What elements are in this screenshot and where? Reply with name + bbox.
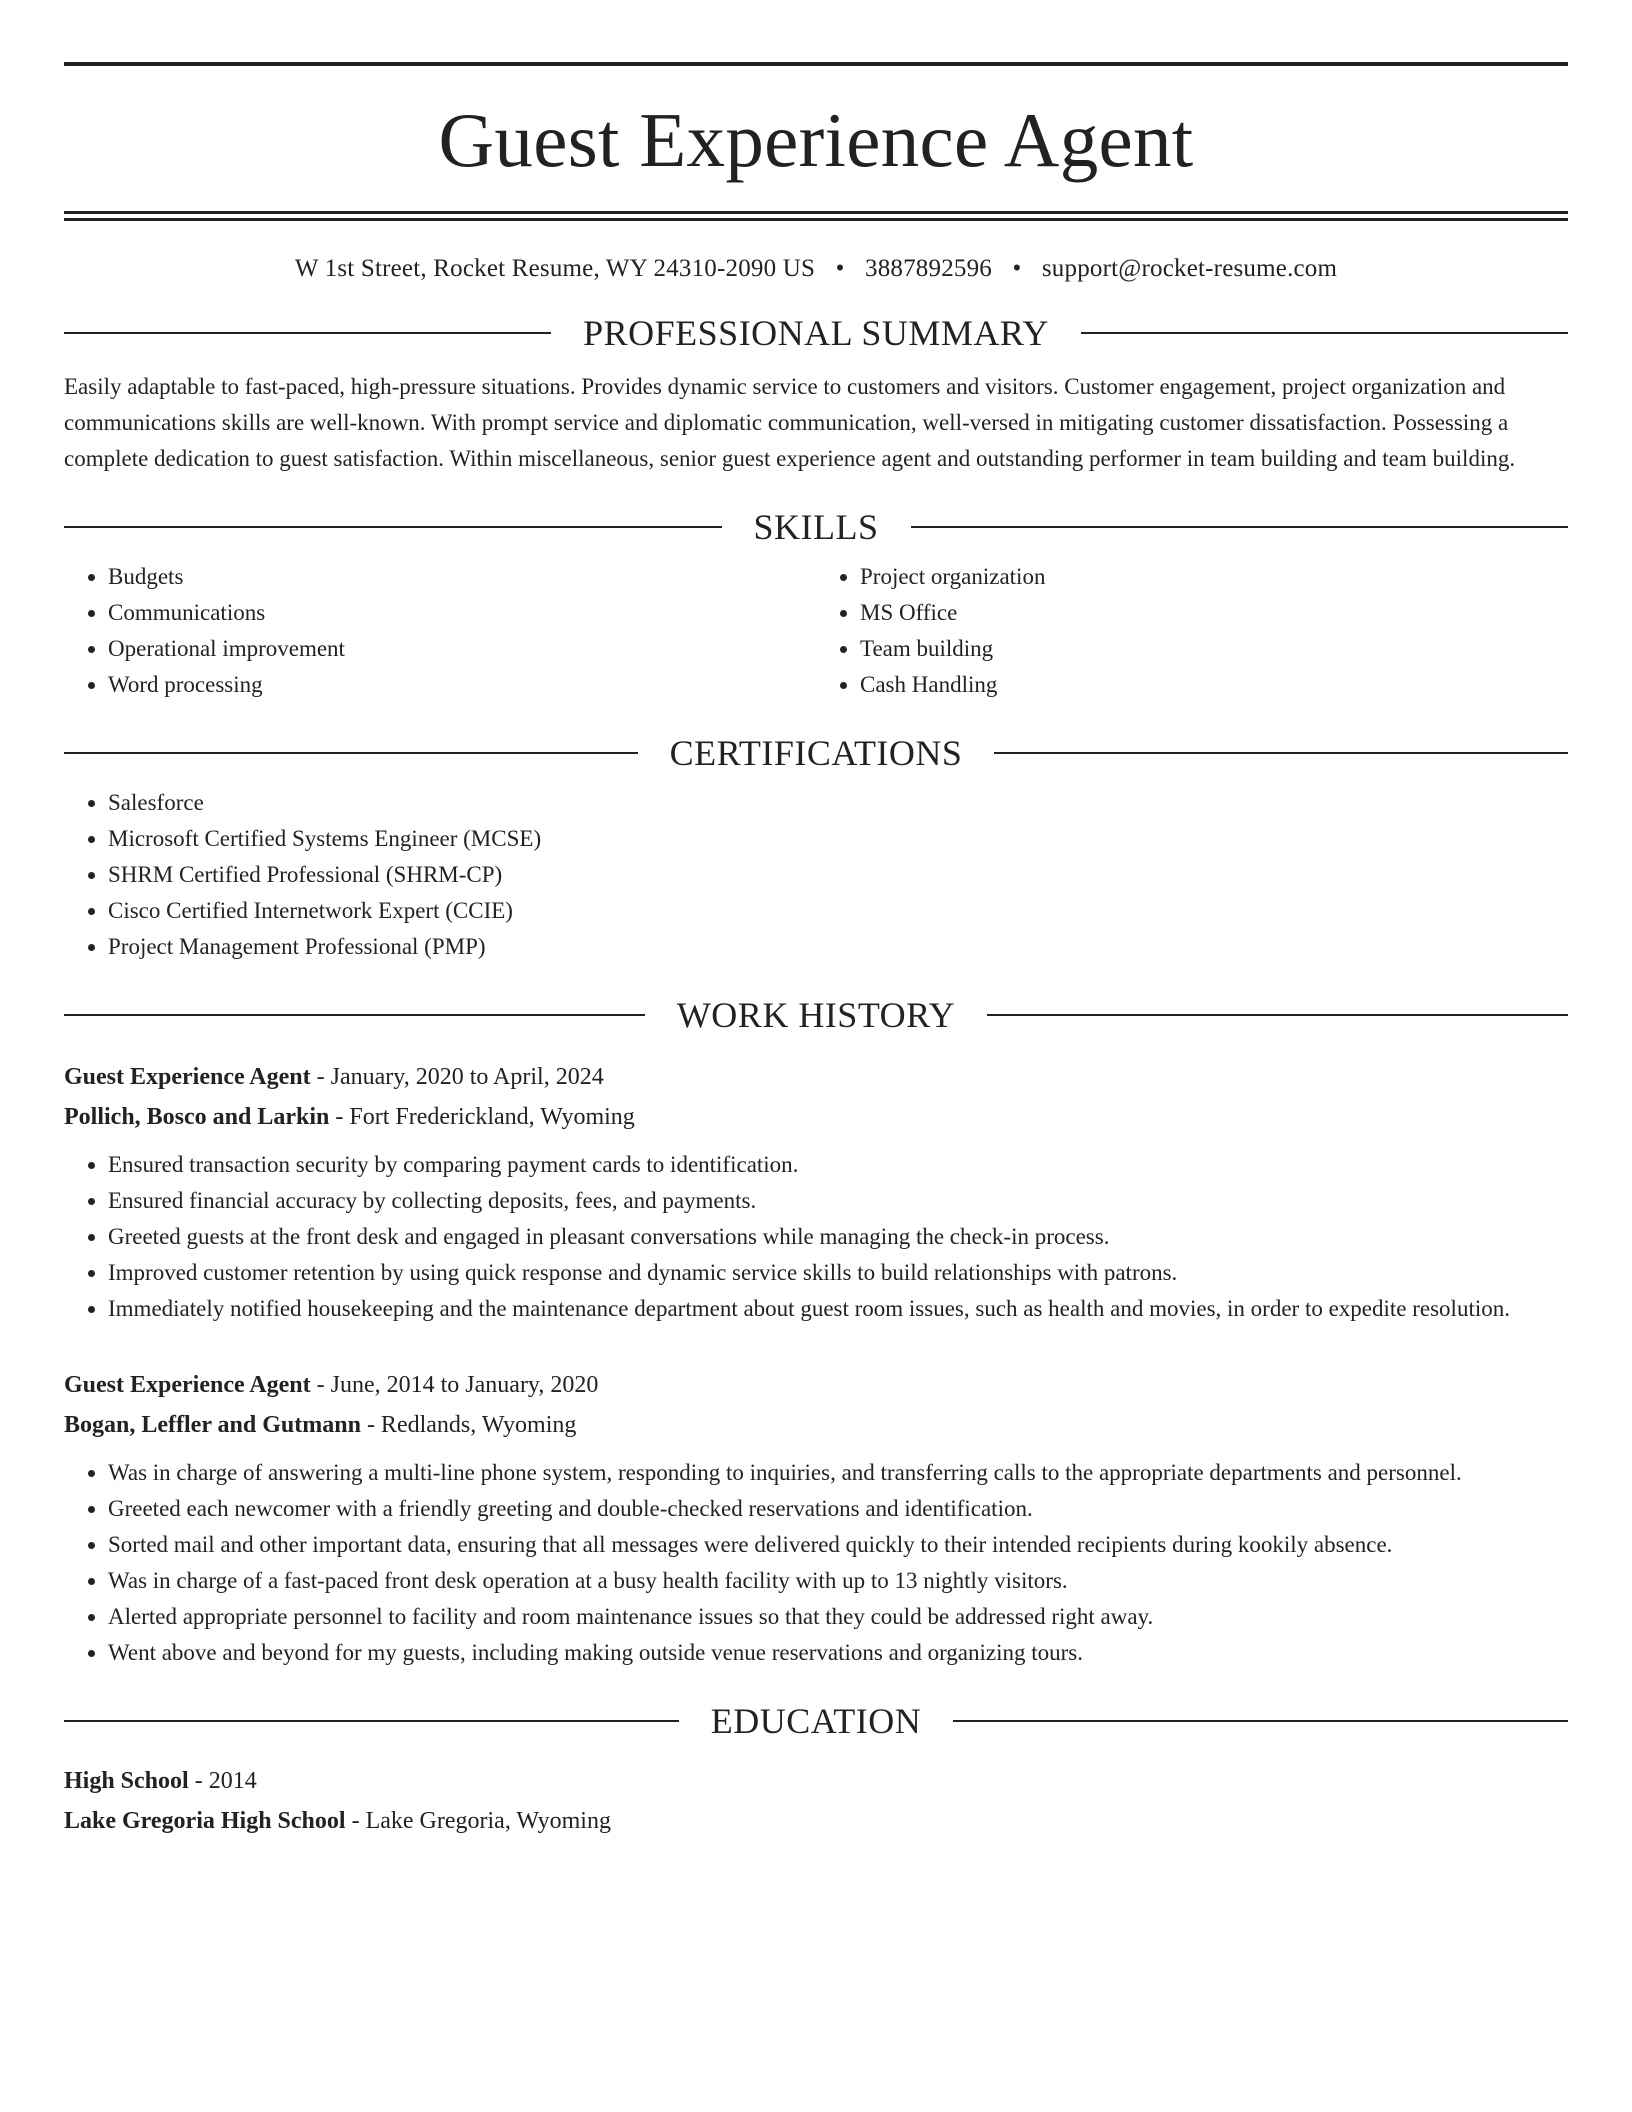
contact-phone[interactable]: 3887892596 [865, 255, 992, 282]
skill-item: • Cash Handling [860, 667, 1568, 703]
section-divider-right [911, 526, 1569, 528]
job-duty-item: • Immediately notified housekeeping and the maintenance department about guest room issues, such as health and movies, in order to expedite resolution. [108, 1291, 1568, 1327]
job-company-line [64, 1097, 1568, 1137]
section-divider-left [64, 526, 722, 528]
header-double-rule [64, 211, 1568, 221]
education-location: - Lake Gregoria, Wyoming [345, 1808, 611, 1834]
certification-item: • Salesforce [108, 785, 1568, 821]
contact-separator: • [1012, 255, 1022, 282]
skill-item: • MS Office [860, 595, 1568, 631]
job-duty-item: • Sorted mail and other important data, ensuring that all messages were delivered quickly to their intended recipients during kookily absence. [108, 1527, 1568, 1563]
job-duty-item: • Was in charge of a fast-paced front desk operation at a busy health facility with up to 13 nightly visitors. [108, 1563, 1568, 1599]
certification-item: • Project Management Professional (PMP) [108, 929, 1568, 965]
job-entry [64, 1365, 1568, 1671]
job-duty-item: • Ensured financial accuracy by collecting deposits, fees, and payments. [108, 1183, 1568, 1219]
job-company-line [64, 1405, 1568, 1445]
skill-item: • Project organization [860, 559, 1568, 595]
section-divider-right [1081, 332, 1568, 334]
contact-line [64, 255, 1568, 283]
certifications-section-header [64, 735, 1568, 771]
section-divider-right [953, 1720, 1568, 1722]
education-year: - 2014 [188, 1768, 257, 1794]
section-divider-left [64, 752, 638, 754]
certification-item: • Cisco Certified Internetwork Expert (CCIE) [108, 893, 1568, 929]
skill-item: • Word processing [108, 667, 816, 703]
skill-item: • Operational improvement [108, 631, 816, 667]
education-degree-line [64, 1761, 1568, 1801]
job-company: Pollich, Bosco and Larkin [64, 1104, 330, 1130]
header-top-rule [64, 62, 1568, 66]
job-location: - Fort Frederickland, Wyoming [329, 1104, 635, 1130]
section-divider-left [64, 332, 551, 334]
education-section-title: EDUCATION [710, 1701, 922, 1741]
job-duties-list [64, 1147, 1568, 1327]
summary-text: Easily adaptable to fast-paced, high-pressure situations. Provides dynamic service to customers and visitors. Customer engagement, project organization and communications skills are well-known. With prompt service and diplomatic communication, well-versed in mitigating customer dissatisfaction. Possessing a complete dedication to guest satisfaction. Within miscellaneous, senior guest experience agent and outstanding performer in team building and team building. [64, 374, 1516, 471]
summary-section-header [64, 315, 1568, 351]
education-section-header [64, 1703, 1568, 1739]
job-duty-item: • Went above and beyond for my guests, including making outside venue reservations and organizing tours. [108, 1635, 1568, 1671]
job-role: Guest Experience Agent [64, 1372, 311, 1398]
job-dates: - January, 2020 to April, 2024 [310, 1064, 604, 1090]
contact-separator: • [835, 255, 845, 282]
job-role: Guest Experience Agent [64, 1064, 311, 1090]
job-duty-item: • Was in charge of answering a multi-line phone system, responding to inquiries, and transferring calls to the appropriate departments and personnel. [108, 1455, 1568, 1491]
skill-item: • Communications [108, 595, 816, 631]
job-duty-item: • Greeted each newcomer with a friendly greeting and double-checked reservations and identification. [108, 1491, 1568, 1527]
skill-item: • Budgets [108, 559, 816, 595]
skill-item: • Team building [860, 631, 1568, 667]
contact-address: W 1st Street, Rocket Resume, WY 24310-2090 US [294, 255, 816, 282]
job-dates: - June, 2014 to January, 2020 [310, 1372, 599, 1398]
job-entry [64, 1057, 1568, 1327]
skills-column-left [64, 559, 816, 703]
skills-list [64, 559, 1568, 703]
contact-email[interactable]: support@rocket-resume.com [1041, 255, 1338, 282]
job-duty-item: • Greeted guests at the front desk and engaged in pleasant conversations while managing the check-in process. [108, 1219, 1568, 1255]
job-title-line [64, 1057, 1568, 1097]
education-school: Lake Gregoria High School [64, 1808, 346, 1834]
section-divider-left [64, 1014, 645, 1016]
certification-item: • Microsoft Certified Systems Engineer (MCSE) [108, 821, 1568, 857]
work-history-section-header [64, 997, 1568, 1033]
certification-item: • SHRM Certified Professional (SHRM-CP) [108, 857, 1568, 893]
section-divider-right [994, 752, 1568, 754]
job-location: - Redlands, Wyoming [360, 1412, 577, 1438]
job-duty-item: • Alerted appropriate personnel to facility and room maintenance issues so that they could be addressed right away. [108, 1599, 1568, 1635]
skills-section-header [64, 509, 1568, 545]
resume-page [64, 62, 1568, 1841]
job-company: Bogan, Leffler and Gutmann [64, 1412, 361, 1438]
summary-section-title: PROFESSIONAL SUMMARY [583, 313, 1049, 353]
work-history-section-title: WORK HISTORY [676, 995, 956, 1035]
job-title-line [64, 1365, 1568, 1405]
section-divider-left [64, 1720, 679, 1722]
job-duty-item: • Improved customer retention by using quick response and dynamic service skills to build relationships with patrons. [108, 1255, 1568, 1291]
education-degree: High School [64, 1768, 189, 1794]
education-entry [64, 1761, 1568, 1841]
skills-section-title: SKILLS [753, 507, 879, 547]
candidate-name: Guest Experience Agent [438, 97, 1194, 183]
job-duties-list [64, 1455, 1568, 1671]
education-school-line [64, 1801, 1568, 1841]
certifications-list [64, 785, 1568, 965]
skills-column-right [816, 559, 1568, 703]
section-divider-right [987, 1014, 1568, 1016]
certifications-section-title: CERTIFICATIONS [669, 733, 963, 773]
job-duty-item: • Ensured transaction security by comparing payment cards to identification. [108, 1147, 1568, 1183]
